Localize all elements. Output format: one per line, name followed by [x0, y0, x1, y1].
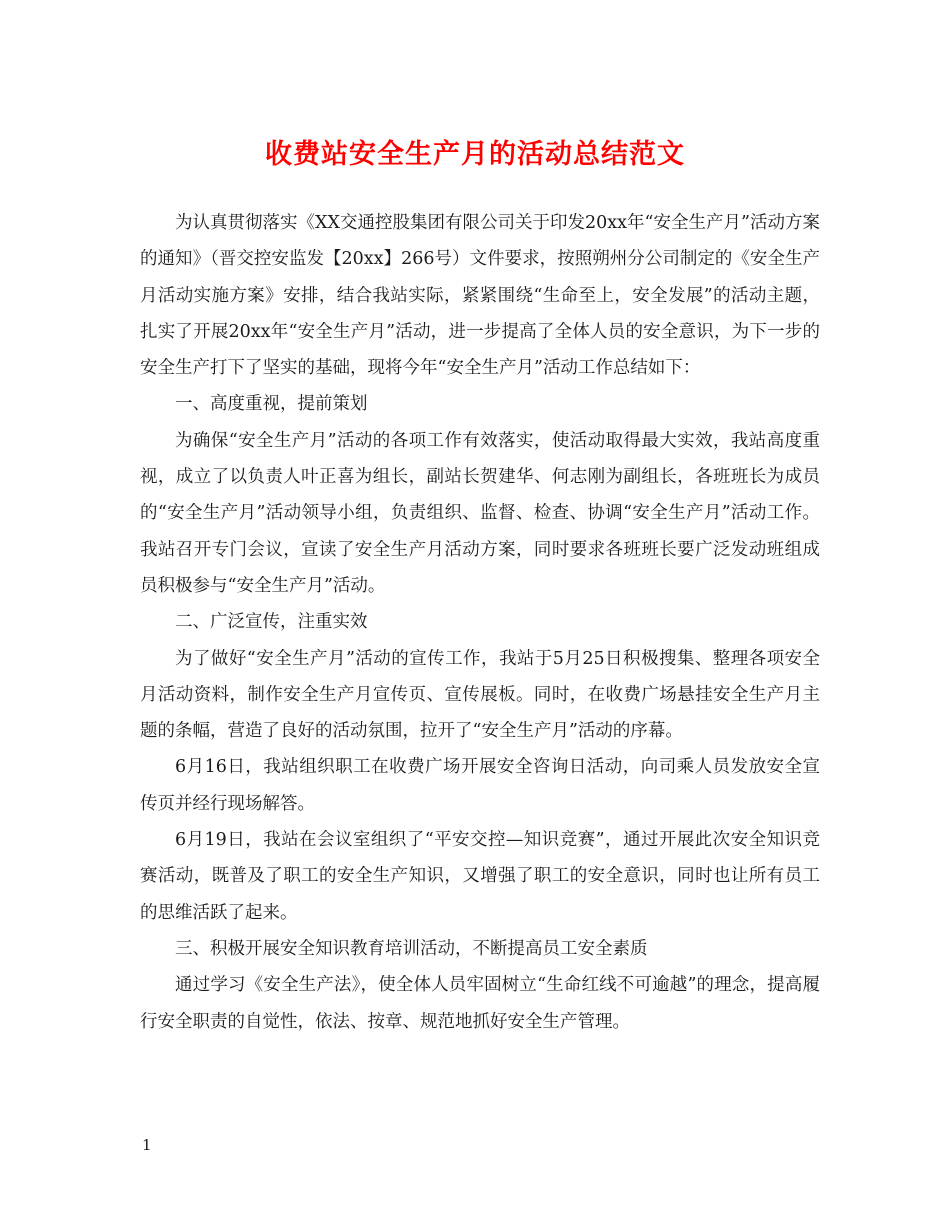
- section-2-paragraph-3: 6月19日，我站在会议室组织了“平安交控—知识竞赛”，通过开展此次安全知识竞赛活动，既普及了职工的安全生产知识，又增强了职工的安全意识，同时也让所有员工的思维活跃了起来。: [140, 830, 820, 923]
- page-number: 1: [142, 1136, 152, 1154]
- section-2-paragraph-2: 6月16日，我站组织职工在收费广场开展安全咨询日活动，向司乘人员发放安全宣传页并经行现场解答。: [140, 757, 820, 814]
- section-heading-2: 二、广泛宣传，注重实效: [175, 612, 368, 633]
- document-title: 收费站安全生产月的活动总结范文: [265, 139, 685, 170]
- document-body: [140, 205, 820, 1040]
- intro-paragraph: 为认真贯彻落实《XX交通控股集团有限公司关于印发20xx年“安全生产月”活动方案的通知》（晋交控安监发【20xx】266号）文件要求，按照朔州分公司制定的《安全生产月活动实施方案》安排，结合我站实际，紧紧围绕“生命至上，安全发展”的活动主题，扎实了开展20xx年“安全生产月”活动，进一步提高了全体人员的安全意识，为下一步的安全生产打下了坚实的基础，现将今年“安全生产月”活动工作总结如下：: [140, 213, 820, 379]
- section-heading-1: 一、高度重视，提前策划: [175, 394, 368, 415]
- section-heading-3: 三、积极开展安全知识教育培训活动，不断提高员工安全素质: [175, 938, 648, 959]
- section-1-paragraph: 为确保“安全生产月”活动的各项工作有效落实，使活动取得最大实效，我站高度重视，成立了以负责人叶正喜为组长，副站长贺建华、何志刚为副组长，各班班长为成员的“安全生产月”活动领导小组，负责组织、监督、检查、协调“安全生产月”活动工作。我站召开专门会议，宣读了安全生产月活动方案，同时要求各班班长要广泛发动班组成员积极参与“安全生产月”活动。: [140, 430, 820, 596]
- section-2-paragraph-1: 为了做好“安全生产月”活动的宣传工作，我站于5月25日积极搜集、整理各项安全月活动资料，制作安全生产月宣传页、宣传展板。同时，在收费广场悬挂安全生产月主题的条幅，营造了良好的活动氛围，拉开了“安全生产月”活动的序幕。: [140, 648, 820, 742]
- section-3-paragraph-1: 通过学习《安全生产法》，使全体人员牢固树立“生命红线不可逾越”的理念，提高履行安全职责的自觉性，依法、按章、规范地抓好安全生产管理。: [140, 975, 820, 1032]
